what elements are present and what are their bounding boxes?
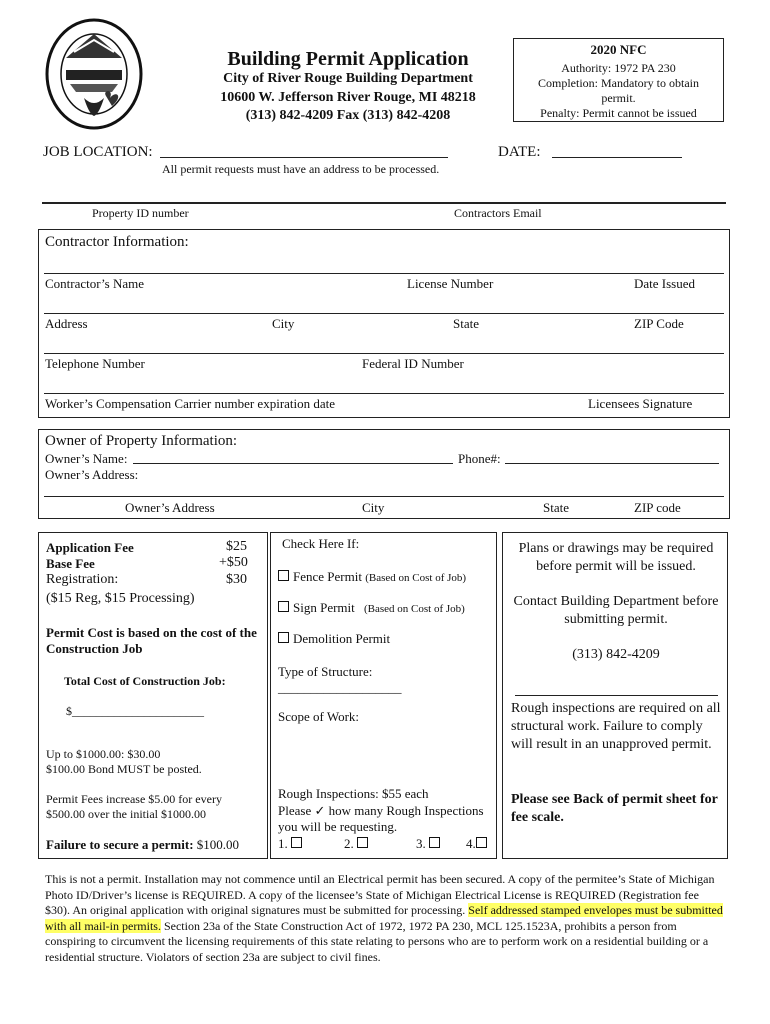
license-number-label: License Number	[407, 276, 494, 291]
demolition-permit-option[interactable]	[278, 631, 390, 647]
nfc-penalty: Penalty: Permit cannot be issued	[540, 106, 697, 120]
total-cost-label: Total Cost of Construction Job:	[64, 674, 226, 688]
rough-option-3[interactable]	[416, 836, 444, 852]
plans-note: Plans or drawings may be required before permit will be issued.	[518, 541, 714, 574]
contractor-row1-field[interactable]	[44, 273, 724, 274]
contractor-row2-field[interactable]	[44, 313, 724, 314]
demolition-permit-label: Demolition Permit	[293, 631, 391, 646]
city-label: City	[272, 316, 295, 331]
property-id-label: Property ID number	[92, 206, 189, 220]
sign-permit-label: Sign Permit	[293, 600, 355, 615]
contractor-heading: Contractor Information:	[45, 234, 189, 250]
owner-address-field[interactable]	[44, 496, 724, 497]
back-of-sheet-note: Please see Back of permit sheet for fee scale.	[511, 792, 718, 825]
state-label: State	[453, 316, 479, 331]
nfc-title: 2020 NFC	[590, 42, 647, 57]
sign-permit-checkbox[interactable]	[278, 601, 289, 612]
date-issued-label: Date Issued	[634, 276, 696, 291]
contact-note: Contact Building Department before submitting permit.	[513, 594, 719, 627]
zip-label: ZIP Code	[634, 316, 684, 331]
contractor-row3-field[interactable]	[44, 353, 724, 354]
rough-option-1[interactable]	[278, 836, 306, 852]
contractors-email-field[interactable]	[434, 202, 726, 204]
rough-option-1-checkbox[interactable]	[291, 837, 302, 848]
address-label: Address	[45, 316, 88, 331]
registration-value: $30	[226, 572, 247, 587]
owner-col-city: City	[362, 500, 385, 515]
sign-permit-note: (Based on Cost of Job)	[364, 603, 465, 615]
structure-type-field[interactable]: ___________________	[278, 680, 402, 695]
failure-fee	[46, 837, 239, 853]
job-location-label: JOB LOCATION:	[43, 144, 153, 160]
rough-inspections-note: Rough inspections are required on all structural work. Failure to comply will result in an unapproved permit.	[511, 701, 721, 752]
owner-col-address: Owner’s Address	[125, 500, 215, 515]
date-label: DATE:	[498, 144, 541, 160]
owners-name-field[interactable]	[133, 463, 453, 464]
nfc-info-box	[513, 38, 724, 122]
permit-cost-note: Permit Cost is based on the cost of the Construction Job	[46, 625, 257, 656]
address-note: All permit requests must have an address to be processed.	[162, 162, 440, 176]
failure-fee-value: $100.00	[196, 837, 240, 852]
rough-option-2-checkbox[interactable]	[357, 837, 368, 848]
owner-phone-field[interactable]	[505, 463, 719, 464]
federal-id-label: Federal ID Number	[362, 356, 464, 371]
legal-notice-part1: This is not a permit. Installation may not commence until an Electrical permit has been secured. A copy of the permitee’s State of Michigan Photo ID/Driver’s license is REQUIRED. A copy of the licensee’s State of Michigan Electrical License is REQUIRED (Registration fee $30). An original application with original signatures must be submitted for processing.	[45, 872, 715, 917]
registration-detail: ($15 Reg, $15 Processing)	[46, 591, 195, 606]
rough-option-1-label: 1.	[278, 836, 288, 851]
rough-option-3-checkbox[interactable]	[429, 837, 440, 848]
owner-heading: Owner of Property Information:	[45, 433, 238, 449]
rough-inspections-label: Rough Inspections: $55 each	[278, 786, 429, 801]
owners-address-label: Owner’s Address:	[45, 467, 139, 482]
contractors-email-label: Contractors Email	[454, 206, 542, 220]
application-fee-value: $25	[226, 539, 247, 554]
fence-permit-label: Fence Permit	[293, 569, 362, 584]
workers-comp-label: Worker’s Compensation Carrier number expiration date	[45, 396, 336, 411]
info-divider	[515, 695, 718, 696]
department-address: 10600 W. Jefferson River Rouge, MI 48218	[220, 90, 476, 105]
department-phone-note: (313) 842-4209	[572, 647, 660, 662]
contractor-row4-field[interactable]	[44, 393, 724, 394]
owner-col-zip: ZIP code	[634, 500, 681, 515]
total-cost-field[interactable]: $______________________	[66, 704, 204, 718]
base-fee-label: Base Fee	[46, 556, 95, 571]
rough-option-4-checkbox[interactable]	[476, 837, 487, 848]
owners-name-label: Owner’s Name:	[45, 451, 128, 466]
owner-phone-label: Phone#:	[458, 451, 501, 466]
rough-inspections-instruction: Please ✓ how many Rough Inspections you will be requesting.	[278, 803, 484, 834]
property-id-field[interactable]	[42, 202, 434, 204]
rough-option-2-label: 2.	[344, 836, 354, 851]
rough-option-4-label: 4.	[466, 836, 476, 851]
rough-option-4[interactable]	[466, 836, 491, 852]
fee-increase-note: Permit Fees increase $5.00 for every $500.00 over the initial $1000.00	[46, 792, 222, 821]
department-name: City of River Rouge Building Department	[223, 71, 473, 86]
fence-permit-note: (Based on Cost of Job)	[365, 572, 467, 584]
city-seal-logo	[44, 18, 144, 130]
nfc-authority: Authority: 1972 PA 230	[561, 61, 676, 75]
failure-fee-label: Failure to secure a permit:	[46, 837, 194, 852]
form-title: Building Permit Application	[227, 48, 469, 70]
legal-notice-highlight: Self addressed stamped envelopes must be submitted with all mail-in permits.	[45, 903, 723, 933]
demolition-permit-checkbox[interactable]	[278, 632, 289, 643]
up-to-fee: Up to $1000.00: $30.00	[46, 747, 161, 761]
owner-col-state: State	[543, 500, 569, 515]
structure-type-label: Type of Structure:	[278, 664, 373, 679]
registration-label: Registration:	[46, 572, 119, 587]
department-phone: (313) 842-4209 Fax (313) 842-4208	[245, 108, 451, 123]
telephone-label: Telephone Number	[45, 356, 145, 371]
date-field[interactable]	[552, 157, 682, 158]
job-location-field[interactable]	[160, 157, 448, 158]
bond-note: $100.00 Bond MUST be posted.	[46, 762, 202, 776]
contractor-section	[38, 229, 730, 418]
rough-option-3-label: 3.	[416, 836, 426, 851]
licensee-signature-label: Licensees Signature	[588, 396, 693, 411]
nfc-completion: Completion: Mandatory to obtain permit.	[538, 76, 699, 105]
fence-permit-checkbox[interactable]	[278, 570, 289, 581]
sign-permit-option[interactable]	[278, 600, 465, 616]
legal-notice-part2: Section 23a of the State Construction Act of 1972, 1972 PA 230, MCL 125.1523A, prohibits a person from conspiring to circumvent the licensing requirements of this state relating to persons who are to perform work on a residential building or a residential structure. Violators of section 23a are subject to civil fines.	[45, 918, 709, 964]
check-heading: Check Here If:	[282, 536, 360, 551]
application-fee-label: Application Fee	[46, 540, 134, 555]
base-fee-value: +$50	[219, 555, 248, 570]
contractor-name-label: Contractor’s Name	[45, 276, 145, 291]
fence-permit-option[interactable]	[278, 569, 466, 585]
scope-of-work-label: Scope of Work:	[278, 709, 360, 724]
rough-option-2[interactable]	[344, 836, 372, 852]
legal-notice	[45, 872, 725, 965]
